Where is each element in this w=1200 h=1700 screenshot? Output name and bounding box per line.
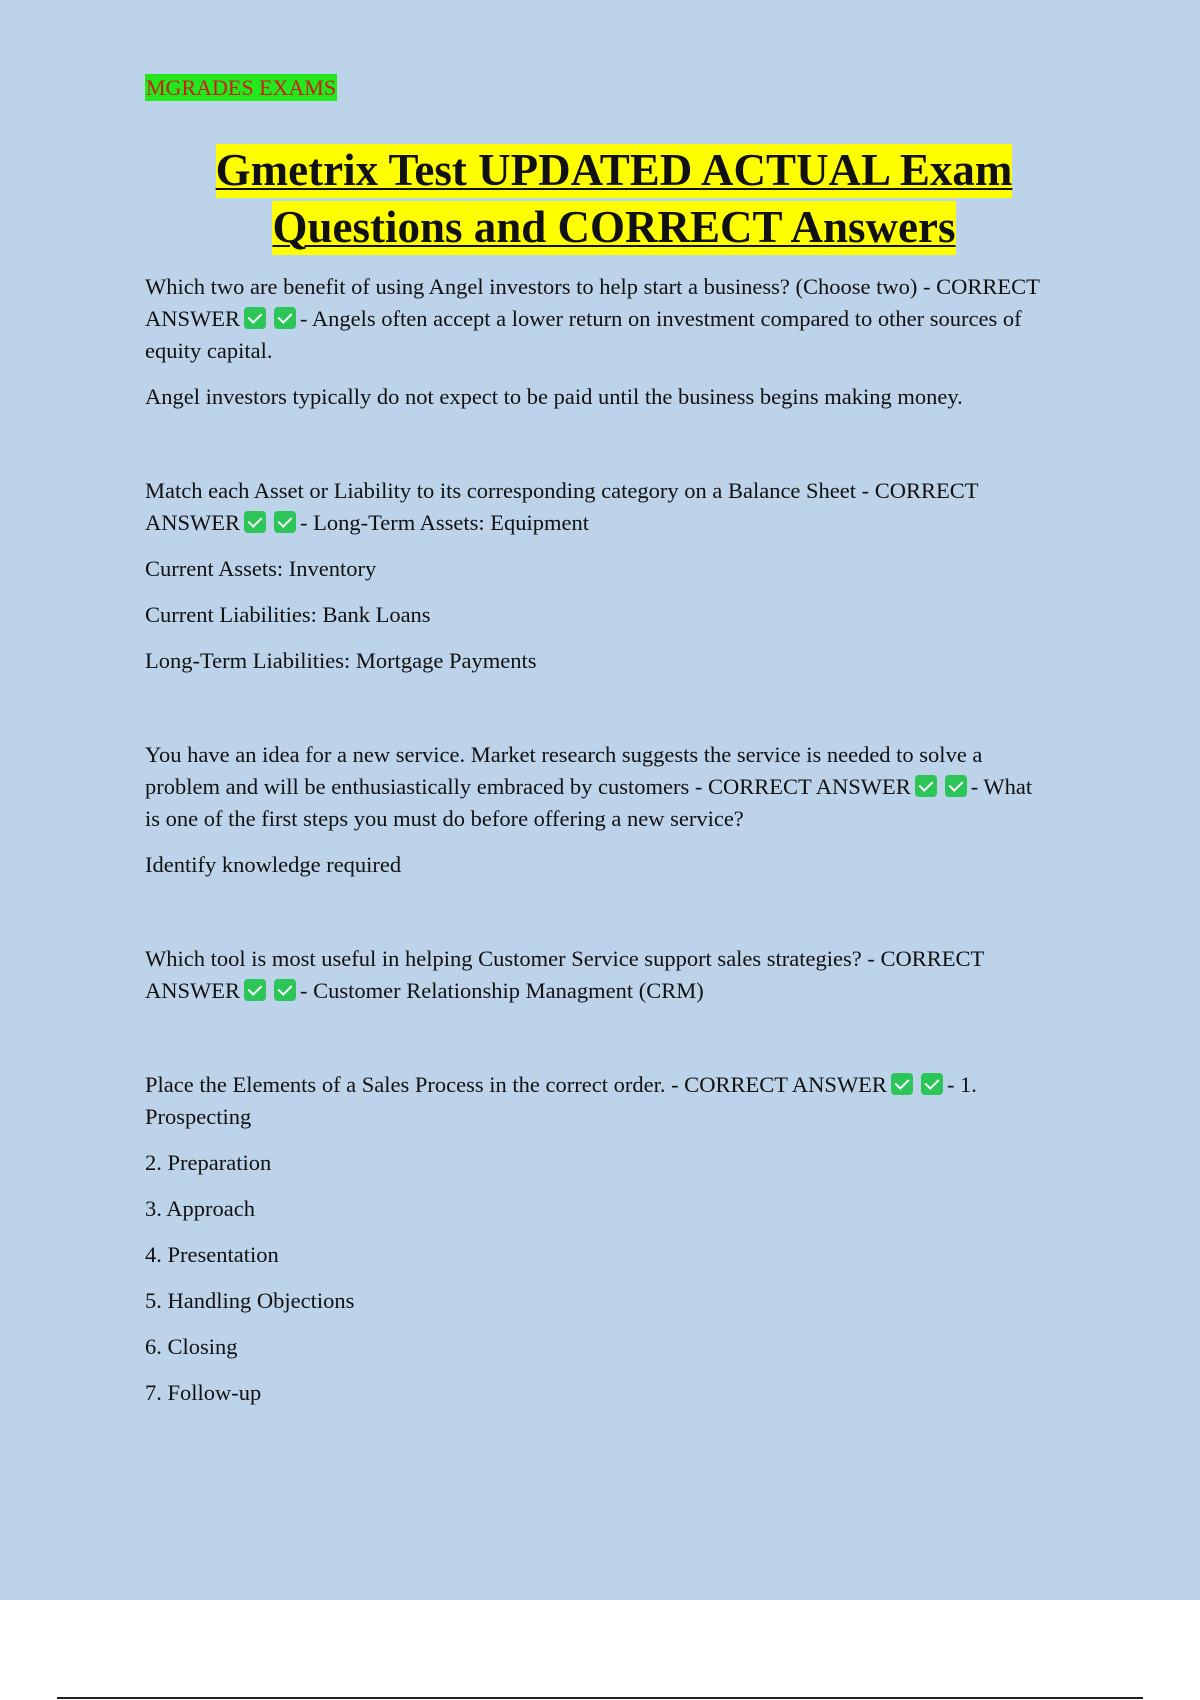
answer-text: - Long-Term Assets: Equipment [300,510,590,535]
check-mark-icon [244,979,266,1001]
answer-line: Angel investors typically do not expect to be paid until the business begins making money. [145,384,963,409]
answer-line: Long-Term Liabilities: Mortgage Payments [145,648,537,673]
question-text: Match each Asset or Liability to its corresponding category on a Balance Sheet - CORRECT ANSWER [145,478,979,535]
page-title [141,144,1087,258]
check-mark-icon [274,979,296,1001]
qa-item [145,475,1050,677]
check-mark-icon [945,775,967,797]
question-text: Which tool is most useful in helping Customer Service support sales strategies? - CORRECT ANSWER [145,946,984,1003]
qa-item [145,271,1050,413]
answer-line: 7. Follow-up [145,1380,262,1405]
answer-line: Current Assets: Inventory [145,556,377,581]
answer-line: 6. Closing [145,1334,238,1359]
check-mark-icon [921,1073,943,1095]
question-paragraph [145,271,1050,367]
answer-line: 3. Approach [145,1196,255,1221]
answer-text: - 1. Prospecting [145,1072,977,1129]
answer-text: - What is one of the first steps you must do before offering a new service? [145,774,1033,831]
question-paragraph [145,943,1050,1007]
title-line-2: Questions and CORRECT Answers [272,201,955,255]
question-text: Place the Elements of a Sales Process in the correct order. - CORRECT ANSWER [145,1072,887,1097]
answer-line: Current Liabilities: Bank Loans [145,602,431,627]
qa-list [145,271,1050,1409]
check-mark-icon [891,1073,913,1095]
answer-line: 4. Presentation [145,1242,279,1267]
answer-line: 2. Preparation [145,1150,272,1175]
answer-line: 5. Handling Objections [145,1288,355,1313]
brand-label: MGRADES EXAMS [146,75,337,100]
qa-item [145,943,1050,1007]
title-line-1: Gmetrix Test UPDATED ACTUAL Exam [216,144,1013,198]
check-mark-icon [274,307,296,329]
question-text: You have an idea for a new service. Market research suggests the service is needed to solve a problem and will be enthusiastically embraced by customers - CORRECT ANSWER [145,742,983,799]
answer-text: - Customer Relationship Managment (CRM) [300,978,704,1003]
question-paragraph [145,1069,1050,1133]
qa-item [145,739,1050,881]
check-mark-icon [274,511,296,533]
answer-line: Identify knowledge required [145,852,402,877]
check-mark-icon [915,775,937,797]
check-mark-icon [244,511,266,533]
document-body [145,70,1050,1423]
question-paragraph [145,739,1050,835]
question-paragraph [145,475,1050,539]
question-text: Which two are benefit of using Angel investors to help start a business? (Choose two) - CORRECT ANSWER [145,274,1040,331]
qa-item [145,1069,1050,1409]
answer-text: - Angels often accept a lower return on investment compared to other sources of equity capital. [145,306,1022,363]
footer-divider [57,1697,1143,1699]
check-mark-icon [244,307,266,329]
